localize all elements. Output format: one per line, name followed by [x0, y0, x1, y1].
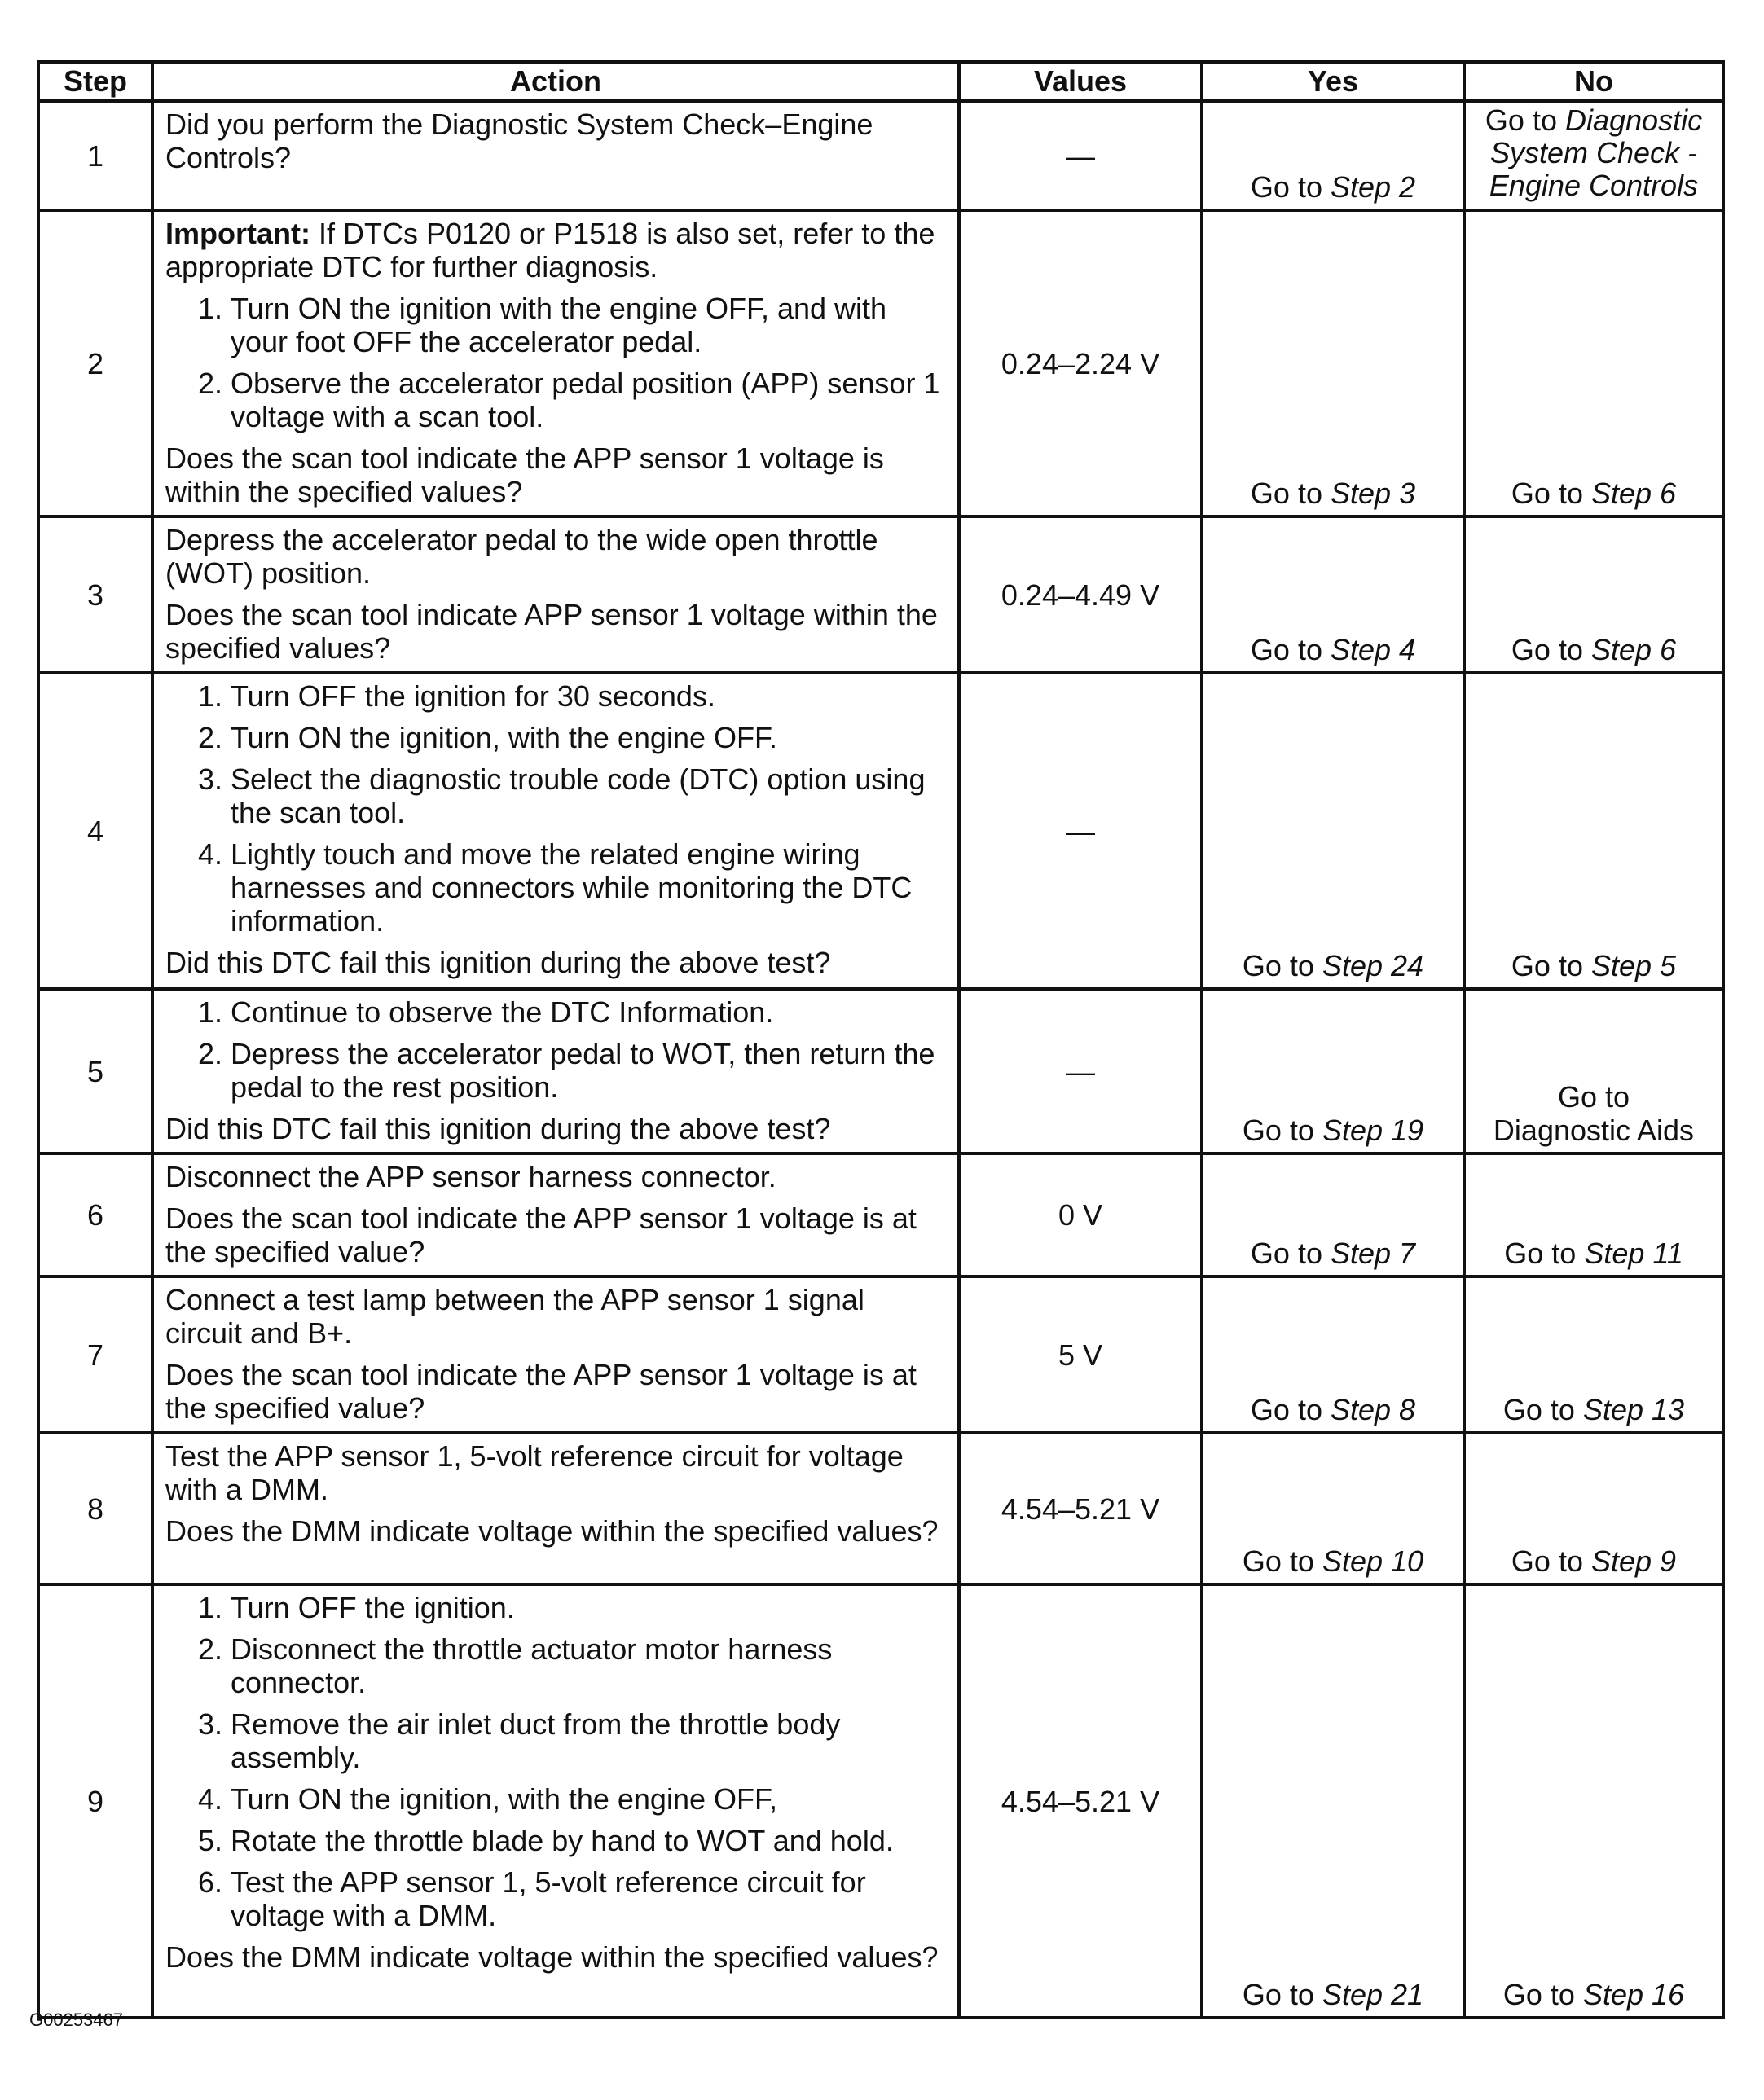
goto-prefix: Go to — [1250, 633, 1331, 666]
table-row — [38, 1584, 1723, 2018]
list-item: 2. Disconnect the throttle actuator motor harness connector. — [231, 1632, 946, 1699]
no-cell — [1464, 1433, 1723, 1584]
no-cell — [1464, 1276, 1723, 1433]
values-cell: — — [959, 101, 1202, 210]
action-steps-list — [165, 995, 946, 1104]
action-text: Disconnect the APP sensor harness connector. — [165, 1160, 776, 1193]
step-number: 9 — [38, 1584, 152, 2018]
goto-prefix: Go to — [1502, 1978, 1583, 2011]
action-steps-list — [165, 292, 946, 433]
figure-code: G00253467 — [29, 2010, 123, 2030]
table-row — [38, 989, 1723, 1153]
values-cell: 0.24–2.24 V — [959, 210, 1202, 516]
goto-step-link[interactable]: Step 24 — [1322, 949, 1424, 982]
yes-cell — [1202, 1584, 1464, 2018]
list-item: 1. Turn OFF the ignition for 30 seconds. — [231, 679, 946, 713]
values-cell: 5 V — [959, 1276, 1202, 1433]
no-cell — [1464, 1584, 1723, 2018]
goto-step-link[interactable]: Step 7 — [1330, 1237, 1416, 1270]
action-cell — [152, 1433, 959, 1584]
list-item: 1. Continue to observe the DTC Information. — [231, 995, 946, 1029]
important-note — [165, 217, 946, 283]
list-item: 2. Observe the accelerator pedal position (APP) sensor 1 voltage with a scan tool. — [231, 367, 946, 433]
header-row — [38, 62, 1723, 101]
list-item: 3. Select the diagnostic trouble code (DTC) option using the scan tool. — [231, 762, 946, 829]
table-row — [38, 1153, 1723, 1276]
step-number: 8 — [38, 1433, 152, 1584]
action-cell — [152, 989, 959, 1153]
values-cell: — — [959, 989, 1202, 1153]
goto-diagnostic-link-line2[interactable]: System Check - — [1489, 136, 1698, 169]
important-label: Important: — [165, 217, 310, 250]
action-text: Depress the accelerator pedal to the wide open throttle (WOT) position. — [165, 523, 878, 590]
yes-cell — [1202, 210, 1464, 516]
goto-prefix: Go to — [1242, 1114, 1322, 1147]
values-cell: 4.54–5.21 V — [959, 1584, 1202, 2018]
table-row — [38, 1276, 1723, 1433]
goto-prefix: Go to — [1242, 949, 1322, 982]
goto-step-link[interactable]: Step 19 — [1322, 1114, 1424, 1147]
goto-step-link[interactable]: Step 5 — [1590, 949, 1677, 982]
goto-prefix: Go to — [1557, 1080, 1630, 1114]
goto-diagnostic-link[interactable]: Diagnostic — [1564, 103, 1703, 137]
list-item: 4. Lightly touch and move the related engine wiring harnesses and connectors while monitoring the DTC information. — [231, 837, 946, 938]
values-cell: 0.24–4.49 V — [959, 516, 1202, 673]
list-item: 4. Turn ON the ignition, with the engine OFF, — [231, 1782, 946, 1816]
step-number: 4 — [38, 673, 152, 989]
values-cell: — — [959, 673, 1202, 989]
no-cell — [1464, 210, 1723, 516]
step-number: 2 — [38, 210, 152, 516]
table-row — [38, 210, 1723, 516]
step-number: 5 — [38, 989, 152, 1153]
action-text: Test the APP sensor 1, 5-volt reference circuit for voltage with a DMM. — [165, 1439, 904, 1506]
goto-prefix: Go to — [1511, 1544, 1591, 1578]
goto-prefix: Go to — [1242, 1544, 1322, 1578]
no-cell — [1464, 516, 1723, 673]
action-question: Does the scan tool indicate APP sensor 1 voltage within the specified values? — [165, 598, 938, 665]
action-text: Connect a test lamp between the APP sensor 1 signal circuit and B+. — [165, 1283, 864, 1350]
values-cell: 4.54–5.21 V — [959, 1433, 1202, 1584]
action-cell — [152, 1276, 959, 1433]
action-question: Did this DTC fail this ignition during the above test? — [165, 946, 831, 979]
goto-diagnostic-link-line3[interactable]: Engine Controls — [1489, 169, 1699, 202]
table-row — [38, 1433, 1723, 1584]
header-step: Step — [38, 62, 152, 101]
action-question: Does the DMM indicate voltage within the specified values? — [165, 1940, 939, 1974]
goto-step-link[interactable]: Step 11 — [1584, 1237, 1683, 1270]
action-cell — [152, 1584, 959, 2018]
goto-prefix: Go to — [1242, 1978, 1322, 2011]
goto-prefix: Go to — [1485, 103, 1565, 137]
action-question: Does the scan tool indicate the APP sensor 1 voltage is at the specified value? — [165, 1358, 917, 1425]
action-text: Did you perform the Diagnostic System Check–Engine Controls? — [165, 108, 873, 174]
action-cell — [152, 673, 959, 989]
goto-step-link[interactable]: Step 21 — [1322, 1978, 1424, 2011]
step-number: 3 — [38, 516, 152, 673]
action-cell — [152, 516, 959, 673]
goto-diagnostic-aids-link[interactable]: Diagnostic Aids — [1493, 1114, 1695, 1147]
goto-step-link[interactable]: Step 4 — [1330, 633, 1416, 666]
action-cell — [152, 210, 959, 516]
no-cell — [1464, 1153, 1723, 1276]
yes-cell — [1202, 1276, 1464, 1433]
yes-cell — [1202, 516, 1464, 673]
no-cell — [1464, 673, 1723, 989]
diagnostic-table — [37, 60, 1725, 2019]
yes-cell — [1202, 673, 1464, 989]
step-number: 1 — [38, 101, 152, 210]
goto-prefix: Go to — [1250, 477, 1331, 510]
list-item: 3. Remove the air inlet duct from the throttle body assembly. — [231, 1707, 946, 1774]
goto-prefix: Go to — [1504, 1237, 1585, 1270]
goto-prefix: Go to — [1502, 1393, 1583, 1426]
header-values: Values — [959, 62, 1202, 101]
yes-cell — [1202, 1153, 1464, 1276]
list-item: 2. Turn ON the ignition, with the engine OFF. — [231, 721, 946, 754]
list-item: 5. Rotate the throttle blade by hand to WOT and hold. — [231, 1824, 946, 1857]
yes-cell — [1202, 101, 1464, 210]
action-question: Did this DTC fail this ignition during the above test? — [165, 1112, 831, 1145]
goto-prefix: Go to — [1250, 1393, 1331, 1426]
goto-step-link[interactable]: Step 10 — [1322, 1544, 1424, 1578]
goto-prefix: Go to — [1511, 949, 1591, 982]
goto-step-link[interactable]: Step 2 — [1330, 170, 1416, 204]
list-item: 2. Depress the accelerator pedal to WOT, then return the pedal to the rest position. — [231, 1037, 946, 1104]
goto-prefix: Go to — [1250, 1237, 1331, 1270]
header-yes: Yes — [1202, 62, 1464, 101]
goto-step-link[interactable]: Step 13 — [1582, 1393, 1685, 1426]
yes-cell — [1202, 1433, 1464, 1584]
goto-prefix: Go to — [1250, 170, 1331, 204]
action-steps-list — [165, 1591, 946, 1932]
header-action: Action — [152, 62, 959, 101]
yes-cell — [1202, 989, 1464, 1153]
action-question: Does the scan tool indicate the APP sensor 1 voltage is within the specified values? — [165, 442, 884, 508]
step-number: 6 — [38, 1153, 152, 1276]
goto-step-link[interactable]: Step 9 — [1590, 1544, 1677, 1578]
table-row — [38, 516, 1723, 673]
goto-step-link[interactable]: Step 6 — [1590, 477, 1677, 510]
no-cell — [1464, 101, 1723, 210]
list-item: 6. Test the APP sensor 1, 5-volt reference circuit for voltage with a DMM. — [231, 1865, 946, 1932]
step-number: 7 — [38, 1276, 152, 1433]
goto-step-link[interactable]: Step 8 — [1330, 1393, 1416, 1426]
action-steps-list — [165, 679, 946, 938]
list-item: 1. Turn OFF the ignition. — [231, 1591, 946, 1624]
table-row — [38, 673, 1723, 989]
diagnostic-table-container — [37, 60, 1722, 2019]
goto-prefix: Go to — [1511, 633, 1591, 666]
action-question: Does the scan tool indicate the APP sensor 1 voltage is at the specified value? — [165, 1202, 917, 1268]
values-cell: 0 V — [959, 1153, 1202, 1276]
action-cell — [152, 101, 959, 210]
header-no: No — [1464, 62, 1723, 101]
list-item: 1. Turn ON the ignition with the engine OFF, and with your foot OFF the accelerator pedal. — [231, 292, 946, 358]
important-text: If DTCs P0120 or P1518 is also set, refer to the appropriate DTC for further diagnosis. — [165, 217, 935, 283]
goto-step-link[interactable]: Step 6 — [1590, 633, 1677, 666]
action-question: Does the DMM indicate voltage within the specified values? — [165, 1514, 939, 1548]
goto-prefix: Go to — [1511, 477, 1591, 510]
table-row — [38, 101, 1723, 210]
no-cell — [1464, 989, 1723, 1153]
action-cell — [152, 1153, 959, 1276]
goto-step-link[interactable]: Step 16 — [1582, 1978, 1685, 2011]
goto-step-link[interactable]: Step 3 — [1330, 477, 1416, 510]
